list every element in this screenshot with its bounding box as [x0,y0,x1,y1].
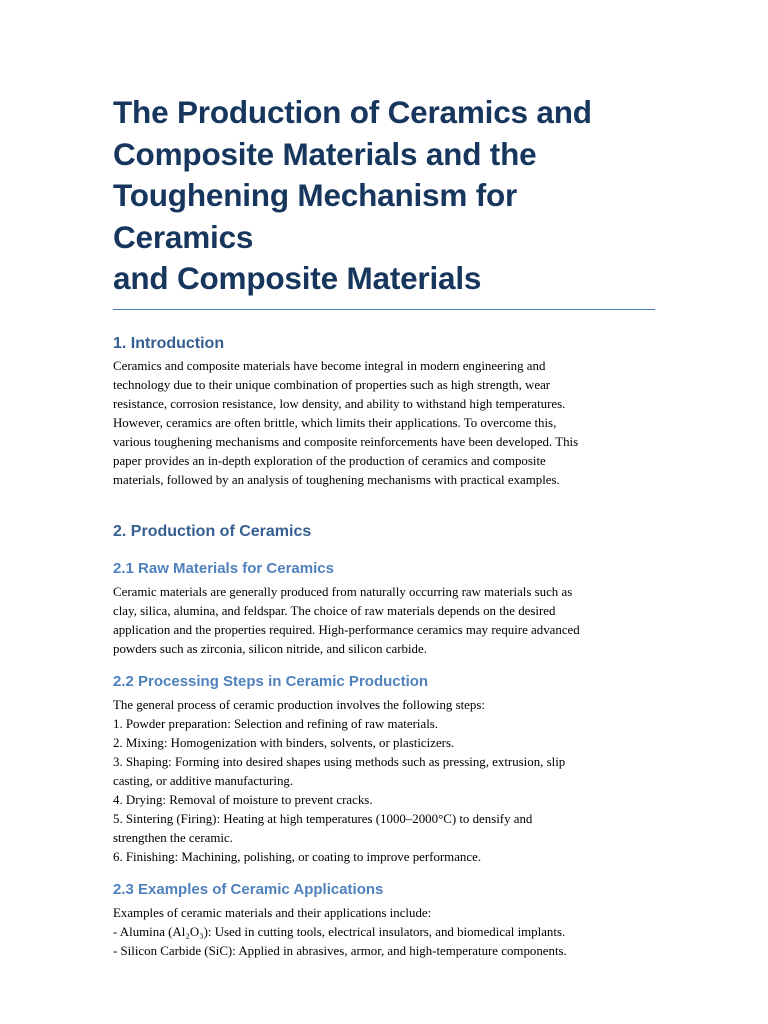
text-line: 2. Mixing: Homogenization with binders, solvents, or plasticizers. [113,735,455,750]
text-line: materials, followed by an analysis of toughening mechanisms with practical examples. [113,472,560,487]
raw-materials-paragraph [113,583,655,659]
title-line: and Composite Materials [113,260,482,296]
introduction-paragraph [113,357,655,490]
text-line: application and the properties required. High-performance ceramics may require advanced [113,622,580,637]
text-line: various toughening mechanisms and composite reinforcements have been developed. This [113,434,579,449]
text-line: resistance, corrosion resistance, low density, and ability to withstand high temperatures. [113,396,566,411]
text-line: - Silicon Carbide (SiC): Applied in abrasives, armor, and high-temperature components. [113,943,567,958]
text-line: Ceramics and composite materials have become integral in modern engineering and [113,358,546,373]
text-line: casting, or additive manufacturing. [113,773,294,788]
text-line: - Alumina (Al₂O₃): Used in cutting tools, electrical insulators, and biomedical implants. [113,924,566,939]
section-heading-introduction: 1. Introduction [113,334,225,352]
section-heading-production: 2. Production of Ceramics [113,522,312,540]
text-line: The general process of ceramic production involves the following steps: [113,697,485,712]
examples-paragraph [113,904,655,961]
text-line: technology due to their unique combination of properties such as high strength, wear [113,377,551,392]
subsection-heading-examples: 2.3 Examples of Ceramic Applications [113,880,384,898]
text-line: powders such as zirconia, silicon nitride, and silicon carbide. [113,641,427,656]
subsection-heading-raw-materials: 2.1 Raw Materials for Ceramics [113,559,334,577]
text-line: Ceramic materials are generally produced from naturally occurring raw materials such as [113,584,573,599]
document-page [113,92,655,961]
text-line: strengthen the ceramic. [113,830,233,845]
title-line: Toughening Mechanism for Ceramics [113,177,518,255]
processing-steps-paragraph [113,696,655,867]
text-line: clay, silica, alumina, and feldspar. The choice of raw materials depends on the desired [113,603,556,618]
title-line: Composite Materials and the [113,135,537,172]
text-line: 4. Drying: Removal of moisture to prevent cracks. [113,792,373,807]
text-line: 1. Powder preparation: Selection and refining of raw materials. [113,716,439,731]
title-line: The Production of Ceramics and [113,94,592,130]
text-line: 6. Finishing: Machining, polishing, or coating to improve performance. [113,849,482,864]
subsection-heading-processing-steps: 2.2 Processing Steps in Ceramic Production [113,672,429,690]
text-line: However, ceramics are often brittle, which limits their applications. To overcome this, [113,415,557,430]
text-line: paper provides an in-depth exploration of the production of ceramics and composite [113,453,546,468]
text-line: 3. Shaping: Forming into desired shapes using methods such as pressing, extrusion, slip [113,754,566,769]
document-title [113,92,655,310]
text-line: 5. Sintering (Firing): Heating at high temperatures (1000–2000°C) to densify and [113,811,533,826]
text-line: Examples of ceramic materials and their applications include: [113,905,432,920]
